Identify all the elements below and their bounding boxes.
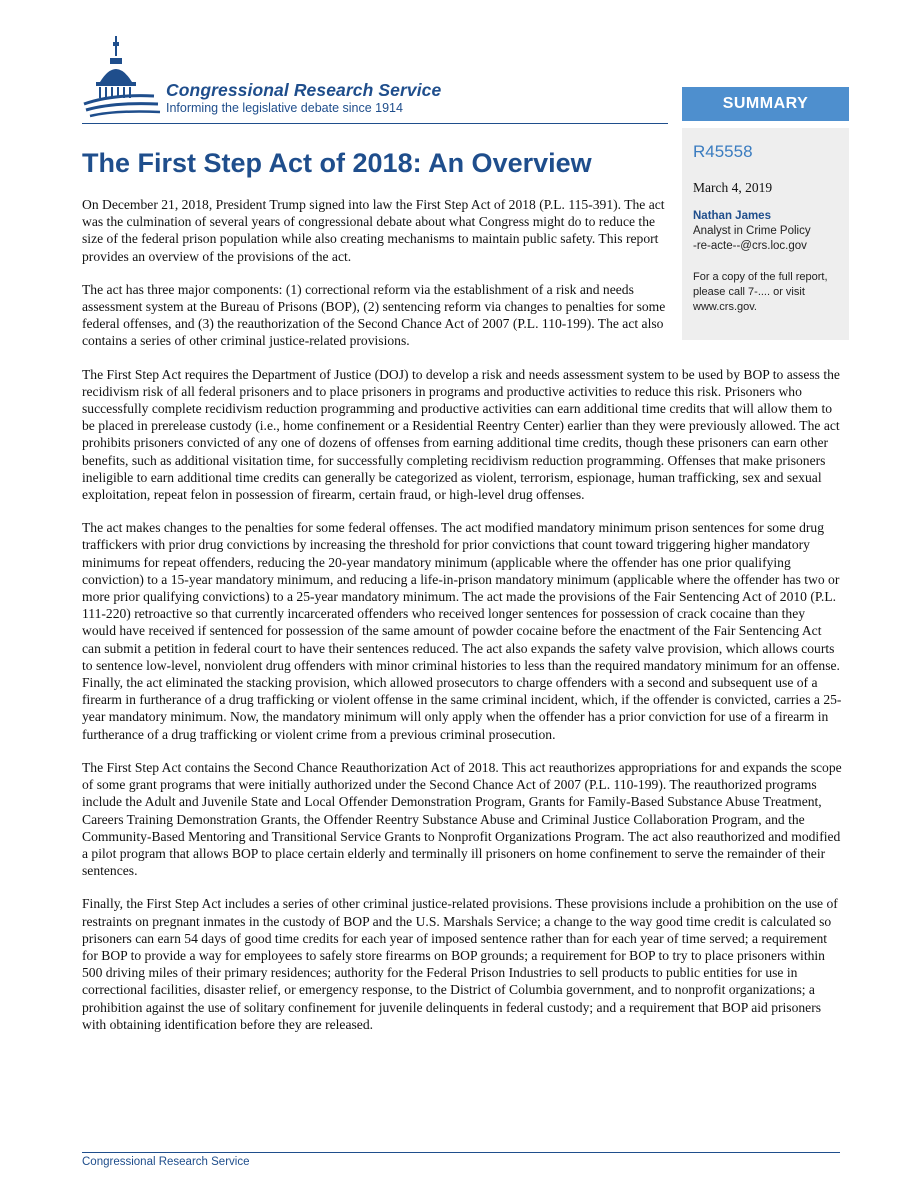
footer-text: Congressional Research Service: [82, 1156, 250, 1168]
capitol-dome-icon: [82, 34, 164, 124]
copy-note: For a copy of the full report, please call 7-.... or visit www.crs.gov.: [693, 271, 828, 313]
paragraph-second-chance: The First Step Act contains the Second Chance Reauthorization Act of 2018. This act reauthorizes appropriations for and expands the scope of some grant programs that were initially authorized under the Second Chance Act of 2007 (P.L. 110-199). The reauthorized programs include the Adult and Juvenile State and Local Offender Demonstration Program, Grants for Family-Based Substance Abuse Treatment, Careers Training Demonstration Grants, the Offender Reentry Substance Abuse and Criminal Justice Collaboration Program, and the Community-Based Mentoring and Transitional Service Grants to Nonprofit Organizations Program. The act also reauthorized and modified a pilot program that allows BOP to place certain elderly and terminally ill prisoners on home confinement to serve the remainder of their sentences.: [82, 759, 842, 879]
document-title: The First Step Act of 2018: An Overview: [82, 148, 592, 178]
report-date: March 4, 2019: [693, 180, 773, 195]
author-name: Nathan James: [693, 210, 771, 222]
summary-heading: SUMMARY: [682, 87, 849, 121]
paragraph-risk-assessment: The First Step Act requires the Department of Justice (DOJ) to develop a risk and needs assessment system to be used by BOP to assess the recidivism risk of all federal prisoners and to place prisoners in programs and productive activities to reduce this risk. Prisoners who successfully complete recidivism reduction programming and productive activities can earn additional time credits that will allow them to be placed in prerelease custody (i.e., home confinement or a Residential Reentry Center) earlier than they were previously allowed. The act prohibits prisoners convicted of any one of dozens of offenses from earning additional time credits, though these prisoners can earn other benefits, such as additional visitation time, for successfully completing recidivism reduction programming. Offenses that make prisoners ineligible to earn additional time credits can generally be categorized as violent, terrorism, espionage, human trafficking, sex and sexual exploitation, repeat felon in possession of firearm, certain fraud, or high-level drug offenses.: [82, 366, 840, 503]
paragraph-components: The act has three major components: (1) correctional reform via the establishment of a risk and needs assessment system at the Bureau of Prisons (BOP), (2) sentencing reform via changes to penalties for some federal offenses, and (3) the reauthorization of the Second Chance Act of 2007 (P.L. 110-199). The act also contains a series of other criminal justice-related provisions.: [82, 281, 666, 349]
report-number: R45558: [693, 142, 753, 161]
header-divider: [82, 123, 668, 124]
document-body: [82, 196, 842, 1049]
author-email: -re-acte--@crs.loc.gov: [693, 240, 807, 252]
crs-logo: [82, 34, 482, 124]
paragraph-sentencing: The act makes changes to the penalties for some federal offenses. The act modified mandatory minimum prison sentences for some drug traffickers with prior drug convictions by increasing the threshold for prior convictions that count toward triggering higher mandatory minimums for repeat offenders, reducing the 20-year mandatory minimum (applicable where the offender has one prior qualifying conviction) to a 15-year mandatory minimum, and reducing a life-in-prison mandatory minimum (applicable where the offender has two or more prior qualifying convictions) to a 25-year mandatory minimum. The act made the provisions of the Fair Sentencing Act of 2010 (P.L. 111-220) retroactive so that currently incarcerated offenders who received longer sentences for possession of crack cocaine than they would have received if sentenced for possession of the same amount of powder cocaine before the enactment of the Fair Sentencing Act can submit a petition in federal court to have their sentences reduced. The act also expands the safety valve provision, which allows courts to sentence low-level, nonviolent drug offenders with minor criminal histories to less than the required mandatory minimum for an offense. Finally, the act eliminated the stacking provision, which allowed prosecutors to charge offenders with a second and subsequent use of a firearm in furtherance of a drug trafficking or violent offense in the same criminal incident, which, if the offender is convicted, carries a 25-year mandatory minimum. Now, the mandatory minimum will only apply when the offender has a prior conviction for use of a firearm in furtherance of a drug trafficking or violent crime from a previous criminal prosecution.: [82, 520, 842, 742]
author-title: Analyst in Crime Policy: [693, 225, 811, 237]
footer-divider: [82, 1152, 840, 1153]
org-name: Congressional Research Service: [166, 80, 442, 100]
paragraph-other-provisions: Finally, the First Step Act includes a series of other criminal justice-related provisions. These provisions include a prohibition on the use of restraints on pregnant inmates in the custody of BOP and the U.S. Marshals Service; a change to the way good time credit is calculated so prisoners can earn 54 days of good time credits for each year of imposed sentence rather than for each year of time served; a requirement for BOP to provide a way for employees to safely store firearms on BOP grounds; a requirement for BOP to try to place prisoners within 500 driving miles of their primary residences; authority for the Federal Prison Industries to sell products to public entities for use in correctional facilities, disaster relief, or emergency response, to the District of Columbia government, and to nonprofit organizations; a prohibition against the use of solitary confinement for juvenile delinquents in federal custody; and a requirement that BOP aid prisoners with obtaining identification before they are released.: [82, 896, 838, 1032]
org-tagline: Informing the legislative debate since 1914: [166, 101, 403, 115]
paragraph-intro: On December 21, 2018, President Trump signed into law the First Step Act of 2018 (P.L. 115-391). The act was the culmination of several years of congressional debate about what Congress might do to reduce the size of the federal prison population while also creating mechanisms to maintain public safety. This report provides an overview of the provisions of the act.: [82, 197, 665, 264]
